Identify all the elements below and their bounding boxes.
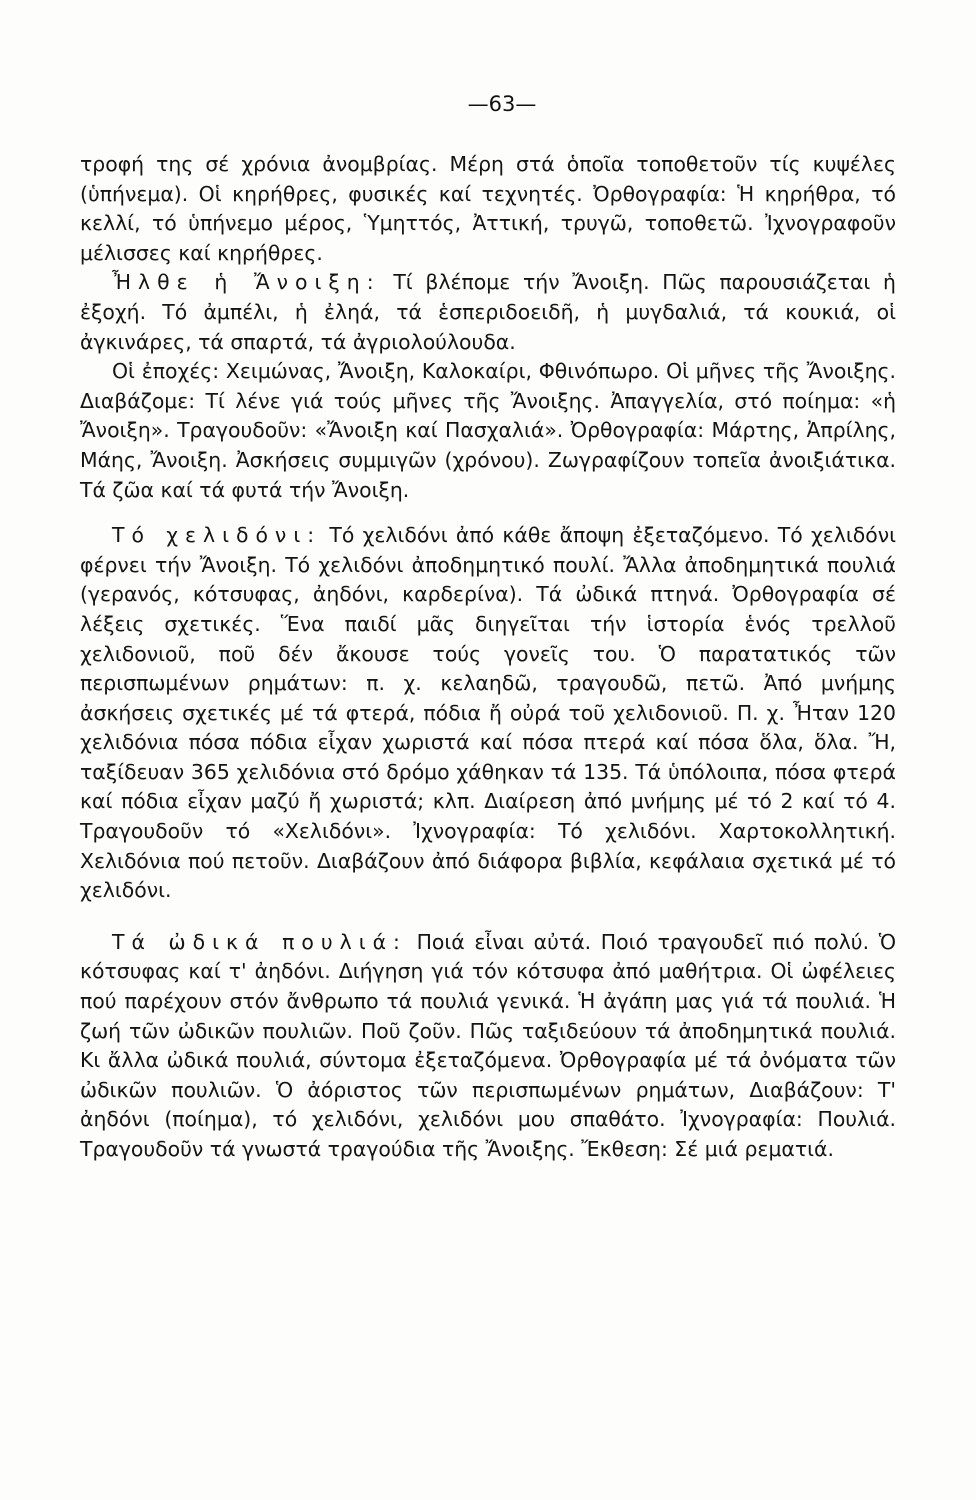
section-heading-swallow: Τό χελιδόνι: [112,523,322,548]
paragraph-songbirds-text: Ποιά εἶναι αὐτά. Ποιό τραγουδεῖ πιό πολύ. Ὁ κότσυφας καί τ' ἀηδόνι. Διήγηση γιά τόν κότσυφα ἀπό μαθήτρια. Οἱ ὠφέλειες πού παρέχουν στόν ἄνθρωπο τά πουλιά γενικά. Ἡ ἀγάπη μας γιά τά πουλιά. Ἡ ζωή τῶν ὠδικῶν πουλιῶν. Ποῦ ζοῦν. Πῶς ταξιδεύουν τά ἀποδημητικά πουλιά. Κι ἄλλα ὠδικά πουλιά, σύντομα ἐξεταζόμενα. Ὀρθογραφία μέ τά ὀνόματα τῶν ὠδικῶν πουλιῶν. Ὁ ἀόριστος τῶν περισπωμένων ρημάτων, Διαβάζουν: Τ' ἀηδόνι (ποίημα), τό χελιδόνι, χελιδόνι μου σπαθάτο. Ἰχνογραφία: Πουλιά. Τραγουδοῦν τά γνωστά τραγούδια τῆς Ἄνοιξης. Ἔκθεση: Σέ μιά ρεματιά. [80,929,896,1161]
paragraph-bees: τροφή της σέ χρόνια ἀνομβρίας. Μέρη στά ὁποῖα τοποθετοῦν τίς κυψέλες (ὑπήνεμα). Οἱ κηρήθρες, φυσικές καί τεχνητές. Ὀρθογραφία: Ἡ κηρήθρα, τό κελλί, τό ὑπήνεμο μέρος, Ὑμηττός, Ἀττική, τρυγῶ, τοποθετῶ. Ἰχνογραφοῦν μέλισσες καί κηρήθρες. [80,152,896,265]
section-heading-spring: Ἦλθε ἡ Ἄνοιξη: [112,270,381,295]
paragraph-swallow [80,521,896,906]
paragraph-seasons: Οἱ ἐποχές: Χειμώνας, Ἄνοιξη, Καλοκαίρι, Φθινόπωρο. Οἱ μῆνες τῆς Ἄνοιξης. Διαβάζομε: Τί λένε γιά τούς μῆνες τῆς Ἄνοιξης. Ἀπαγγελία, στό ποίημα: «ἡ Ἄνοιξη». Τραγουδοῦν: «Ἄνοιξη καί Πασχαλιά». Ὀρθογραφία: Μάρτης, Ἀπρίλης, Μάης, Ἄνοιξη. Ἀσκήσεις συμμιγῶν (χρόνου). Ζωγραφίζουν τοπεῖα ἀνοιξιάτικα. Τά ζῶα καί τά φυτά τήν Ἄνοιξη. [80,359,896,502]
paragraph-spring-arrived-text: Τί βλέπομε τήν Ἄνοιξη. Πῶς παρουσιάζεται ἡ ἐξοχή. Τό ἀμπέλι, ἡ ἐληά, τά ἑσπεριδοειδῆ, ἡ μυγδαλιά, τά κουκιά, οἱ ἀγκινάρες, τά σπαρτά, τά ἀγριολούλουδα. [80,270,896,354]
page-number: —63— [467,92,537,116]
body-text [80,150,896,1165]
section-heading-songbirds: Τά ὠδικά πουλιά: [112,929,407,954]
paragraph-spring-arrived [80,268,896,357]
paragraph-swallow-text: Τό χελιδόνι ἀπό κάθε ἄποψη ἐξεταζόμενο. Τό χελιδόνι φέρνει τήν Ἄνοιξη. Τό χελιδόνι ἀποδημητικό πουλί. Ἄλλα ἀποδημητικά πουλιά (γερανός, κότσυφας, ἀηδόνι, καρδερίνα). Τά ὠδικά πτηνά. Ὀρθογραφία σέ λέξεις σχετικές. Ἕνα παιδί μᾶς διηγεῖται τήν ἱστορία ἑνός τρελλοῦ χελιδονιοῦ, ποῦ δέν ἄκουσε τούς γονεῖς του. Ὁ παρατατικός τῶν περισπωμένων ρημάτων: π. χ. κελαηδῶ, τραγουδῶ, πετῶ. Ἀπό μνήμης ἀσκήσεις σχετικές μέ τά φτερά, πόδια ἤ οὐρά τοῦ χελιδονιοῦ. Π. χ. Ἦταν 120 χελιδόνια πόσα πόδια εἶχαν χωριστά καί πόσα πτερά καί πόσα ὅλα, ὅλα. Ἤ, ταξίδευαν 365 χελιδόνια στό δρόμο χάθηκαν τά 135. Τά ὑπόλοιπα, πόσα φτερά καί πόδια εἶχαν μαζύ ἤ χωριστά; κλπ. Διαίρεση ἀπό μνήμης μέ τό 2 καί τό 4. Τραγουδοῦν τό «Χελιδόνι». Ἰχνογραφία: Τό χελιδόνι. Χαρτοκολλητική. Χελιδόνια πού πετοῦν. Διαβάζουν ἀπό διάφορα βιβλία, κεφάλαια σχετικά μέ τό χελιδόνι. [80,523,896,903]
paragraph-songbirds [80,928,896,1165]
